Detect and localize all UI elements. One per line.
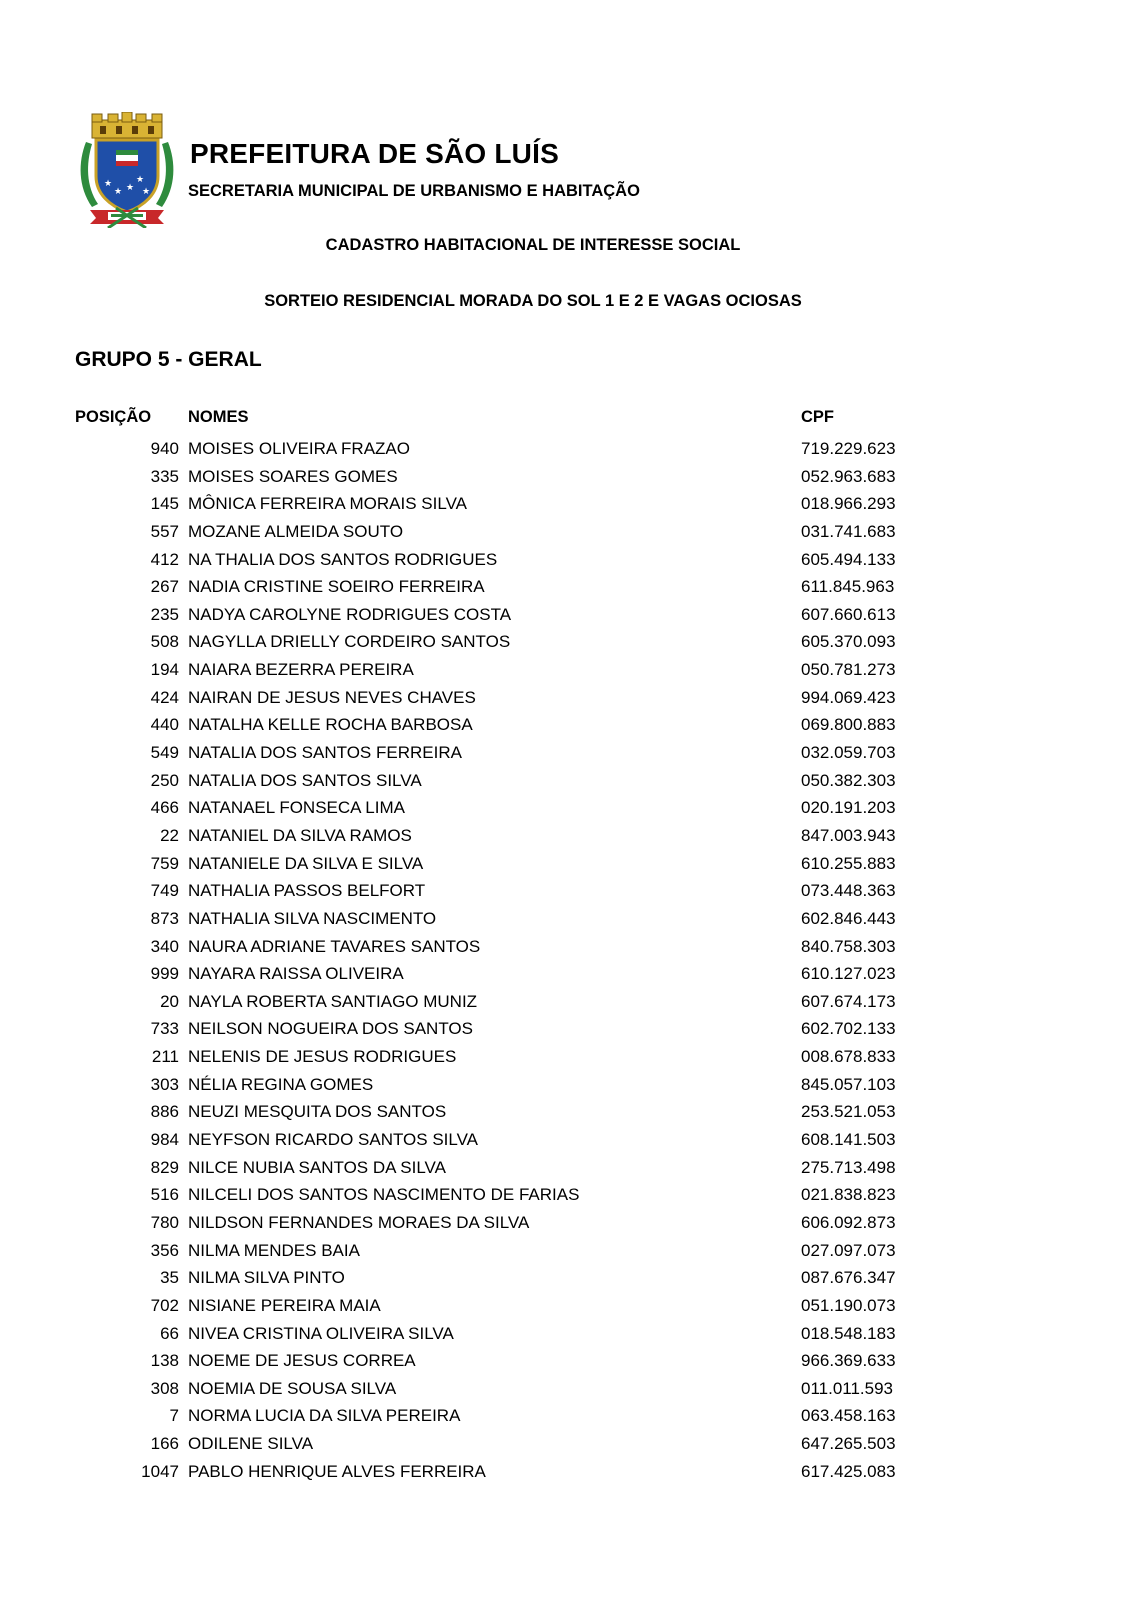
- table-row: [75, 878, 1075, 906]
- cell-position: 267: [150, 577, 179, 597]
- table-row: [75, 1348, 1075, 1376]
- cell-name: NAURA ADRIANE TAVARES SANTOS: [188, 936, 481, 956]
- table-row: [75, 1016, 1075, 1044]
- cell-name: NOEME DE JESUS CORREA: [188, 1351, 416, 1371]
- cell-position: 516: [150, 1185, 179, 1205]
- org-subtitle: SECRETARIA MUNICIPAL DE URBANISMO E HABITAÇÃO: [188, 182, 640, 200]
- cell-cpf: 610.255.883: [801, 853, 896, 873]
- cell-cpf: 027.097.073: [801, 1240, 896, 1260]
- table-body: [75, 436, 1075, 1486]
- cell-cpf: 011.011.593: [801, 1378, 894, 1398]
- cell-name: NILMA SILVA PINTO: [188, 1268, 345, 1288]
- cell-position: 250: [150, 770, 179, 790]
- cell-name: NEYFSON RICARDO SANTOS SILVA: [188, 1130, 479, 1150]
- cell-name: NATANIELE DA SILVA E SILVA: [188, 853, 424, 873]
- cell-cpf: 647.265.503: [801, 1434, 896, 1454]
- cell-cpf: 018.966.293: [801, 494, 896, 514]
- coat-of-arms-icon: [78, 112, 176, 228]
- cell-cpf: 611.845.963: [801, 577, 895, 597]
- table-header: [75, 408, 1075, 436]
- cell-name: NATALIA DOS SANTOS FERREIRA: [188, 743, 462, 763]
- table-row: [75, 851, 1075, 879]
- cell-name: NORMA LUCIA DA SILVA PEREIRA: [188, 1406, 461, 1426]
- cell-cpf: 020.191.203: [801, 798, 896, 818]
- table-row: [75, 657, 1075, 685]
- cell-cpf: 253.521.053: [801, 1102, 896, 1122]
- org-title: PREFEITURA DE SÃO LUÍS: [190, 138, 559, 169]
- cell-position: 138: [150, 1351, 179, 1371]
- cell-position: 829: [150, 1157, 179, 1177]
- cell-name: NAGYLLA DRIELLY CORDEIRO SANTOS: [188, 632, 511, 652]
- cell-position: 20: [160, 991, 179, 1011]
- cell-cpf: 602.846.443: [801, 908, 896, 928]
- table-row: [75, 1403, 1075, 1431]
- cell-name: NATANIEL DA SILVA RAMOS: [188, 825, 412, 845]
- cell-name: NADYA CAROLYNE RODRIGUES COSTA: [188, 604, 512, 624]
- table-row: [75, 1321, 1075, 1349]
- svg-text:★: ★: [126, 183, 135, 193]
- cell-name: NILDSON FERNANDES MORAES DA SILVA: [188, 1212, 530, 1232]
- cell-position: 356: [150, 1240, 179, 1260]
- cell-cpf: 994.069.423: [801, 687, 896, 707]
- cell-name: NEUZI MESQUITA DOS SANTOS: [188, 1102, 447, 1122]
- table-row: [75, 1044, 1075, 1072]
- cell-position: 873: [150, 908, 179, 928]
- table-row: [75, 768, 1075, 796]
- table-row: [75, 629, 1075, 657]
- table-row: [75, 1210, 1075, 1238]
- cell-cpf: 052.963.683: [801, 466, 896, 486]
- group-title: GRUPO 5 - GERAL: [75, 348, 262, 371]
- cell-position: 886: [150, 1102, 179, 1122]
- cell-cpf: 847.003.943: [801, 825, 896, 845]
- table-row: [75, 464, 1075, 492]
- cell-position: 759: [150, 853, 179, 873]
- table-row: [75, 1099, 1075, 1127]
- cell-position: 145: [150, 494, 179, 514]
- cell-name: ODILENE SILVA: [188, 1434, 314, 1454]
- cell-name: NELENIS DE JESUS RODRIGUES: [188, 1047, 457, 1067]
- document-subtitle: SORTEIO RESIDENCIAL MORADA DO SOL 1 E 2 E VAGAS OCIOSAS: [264, 292, 802, 310]
- cell-position: 166: [150, 1434, 179, 1454]
- cell-cpf: 602.702.133: [801, 1019, 896, 1039]
- cell-cpf: 018.548.183: [801, 1323, 896, 1343]
- cell-cpf: 031.741.683: [801, 521, 896, 541]
- cell-name: MÔNICA FERREIRA MORAIS SILVA: [188, 494, 467, 514]
- cell-name: NAYLA ROBERTA SANTIAGO MUNIZ: [188, 991, 478, 1011]
- cell-name: MOISES OLIVEIRA FRAZAO: [188, 439, 410, 458]
- table-row: [75, 436, 1075, 464]
- table-row: [75, 685, 1075, 713]
- cell-name: NISIANE PEREIRA MAIA: [188, 1295, 381, 1315]
- cell-name: NILMA MENDES BAIA: [188, 1240, 360, 1260]
- column-header-cpf: CPF: [801, 408, 834, 426]
- cell-cpf: 966.369.633: [801, 1351, 896, 1371]
- cell-cpf: 087.676.347: [801, 1268, 896, 1288]
- document-title: CADASTRO HABITACIONAL DE INTERESSE SOCIAL: [325, 236, 741, 254]
- cell-cpf: 275.713.498: [801, 1157, 896, 1177]
- cell-cpf: 051.190.073: [801, 1295, 896, 1315]
- cell-cpf: 608.141.503: [801, 1130, 896, 1150]
- cell-cpf: 840.758.303: [801, 936, 896, 956]
- cell-position: 508: [150, 632, 179, 652]
- cell-cpf: 050.382.303: [801, 770, 896, 790]
- cell-name: NATHALIA SILVA NASCIMENTO: [188, 908, 437, 928]
- table-row: [75, 712, 1075, 740]
- cell-position: 424: [150, 687, 179, 707]
- cell-position: 211: [151, 1047, 179, 1067]
- cell-name: NILCELI DOS SANTOS NASCIMENTO DE FARIAS: [188, 1185, 580, 1205]
- cell-cpf: 063.458.163: [801, 1406, 896, 1426]
- table-row: [75, 740, 1075, 768]
- table-row: [75, 1265, 1075, 1293]
- cell-name: NATANAEL FONSECA LIMA: [188, 798, 405, 818]
- table-row: [75, 519, 1075, 547]
- table-row: [75, 547, 1075, 575]
- cell-position: 335: [150, 466, 179, 486]
- cell-position: 733: [150, 1019, 179, 1039]
- cell-cpf: 605.494.133: [801, 549, 896, 569]
- cell-position: 999: [150, 964, 179, 984]
- cell-cpf: 021.838.823: [801, 1185, 896, 1205]
- svg-text:★: ★: [136, 175, 145, 185]
- table-row: [75, 1072, 1075, 1100]
- cell-position: 7: [169, 1406, 179, 1426]
- cell-name: NAIARA BEZERRA PEREIRA: [188, 660, 414, 680]
- cell-name: NATHALIA PASSOS BELFORT: [188, 881, 426, 901]
- cell-position: 466: [150, 798, 179, 818]
- svg-text:★: ★: [142, 187, 151, 197]
- table-row: [75, 1182, 1075, 1210]
- cell-cpf: 069.800.883: [801, 715, 896, 735]
- cell-position: 702: [150, 1295, 179, 1315]
- cell-cpf: 607.660.613: [801, 604, 896, 624]
- table-row: [75, 1431, 1075, 1459]
- cell-cpf: 610.127.023: [801, 964, 896, 984]
- table-row: [75, 1238, 1075, 1266]
- cell-position: 780: [150, 1212, 179, 1232]
- cell-position: 440: [150, 715, 179, 735]
- table-row: [75, 906, 1075, 934]
- cell-name: MOZANE ALMEIDA SOUTO: [188, 521, 404, 541]
- table-row: [75, 1459, 1075, 1487]
- cell-position: 303: [150, 1074, 179, 1094]
- cell-name: NA THALIA DOS SANTOS RODRIGUES: [188, 549, 498, 569]
- cell-name: NAYARA RAISSA OLIVEIRA: [188, 964, 404, 984]
- cell-cpf: 617.425.083: [801, 1461, 896, 1481]
- cell-position: 549: [150, 743, 179, 763]
- cell-name: NILCE NUBIA SANTOS DA SILVA: [188, 1157, 446, 1177]
- cell-position: 66: [160, 1323, 179, 1343]
- cell-name: MOISES SOARES GOMES: [188, 466, 398, 486]
- cell-cpf: 606.092.873: [801, 1212, 896, 1232]
- cell-cpf: 050.781.273: [801, 660, 896, 680]
- cell-position: 412: [150, 549, 179, 569]
- table-row: [75, 1127, 1075, 1155]
- cell-position: 340: [150, 936, 179, 956]
- table-row: [75, 602, 1075, 630]
- cell-cpf: 605.370.093: [801, 632, 896, 652]
- column-header-position: POSIÇÃO: [75, 408, 152, 426]
- table-row: [75, 989, 1075, 1017]
- table-row: [75, 934, 1075, 962]
- svg-text:★: ★: [114, 187, 123, 197]
- cell-position: 235: [150, 604, 179, 624]
- cell-position: 22: [160, 825, 179, 845]
- table-row: [75, 795, 1075, 823]
- cell-name: NOEMIA DE SOUSA SILVA: [188, 1378, 397, 1398]
- cell-position: 940: [150, 439, 179, 458]
- svg-text:★: ★: [104, 179, 113, 189]
- cell-name: NATALIA DOS SANTOS SILVA: [188, 770, 422, 790]
- cell-cpf: 008.678.833: [801, 1047, 896, 1067]
- table-row: [75, 491, 1075, 519]
- cell-cpf: 719.229.623: [801, 439, 896, 458]
- cell-position: 194: [150, 660, 179, 680]
- cell-name: NÉLIA REGINA GOMES: [188, 1074, 374, 1094]
- cell-position: 557: [150, 521, 179, 541]
- table-row: [75, 1293, 1075, 1321]
- cell-cpf: 032.059.703: [801, 743, 896, 763]
- cell-position: 35: [160, 1268, 179, 1288]
- cell-cpf: 845.057.103: [801, 1074, 896, 1094]
- results-table: [75, 408, 1075, 1486]
- cell-name: PABLO HENRIQUE ALVES FERREIRA: [188, 1461, 486, 1481]
- cell-position: 308: [150, 1378, 179, 1398]
- cell-name: NIVEA CRISTINA OLIVEIRA SILVA: [188, 1323, 454, 1343]
- table-row: [75, 574, 1075, 602]
- cell-position: 749: [150, 881, 179, 901]
- cell-name: NADIA CRISTINE SOEIRO FERREIRA: [188, 577, 485, 597]
- cell-cpf: 607.674.173: [801, 991, 896, 1011]
- table-row: [75, 1155, 1075, 1183]
- cell-position: 984: [150, 1130, 179, 1150]
- column-header-name: NOMES: [188, 408, 249, 426]
- table-row: [75, 961, 1075, 989]
- cell-name: NEILSON NOGUEIRA DOS SANTOS: [188, 1019, 473, 1039]
- table-row: [75, 1376, 1075, 1404]
- cell-name: NAIRAN DE JESUS NEVES CHAVES: [188, 687, 476, 707]
- table-row: [75, 823, 1075, 851]
- cell-name: NATALHA KELLE ROCHA BARBOSA: [188, 715, 473, 735]
- cell-cpf: 073.448.363: [801, 881, 896, 901]
- cell-position: 1047: [141, 1461, 179, 1481]
